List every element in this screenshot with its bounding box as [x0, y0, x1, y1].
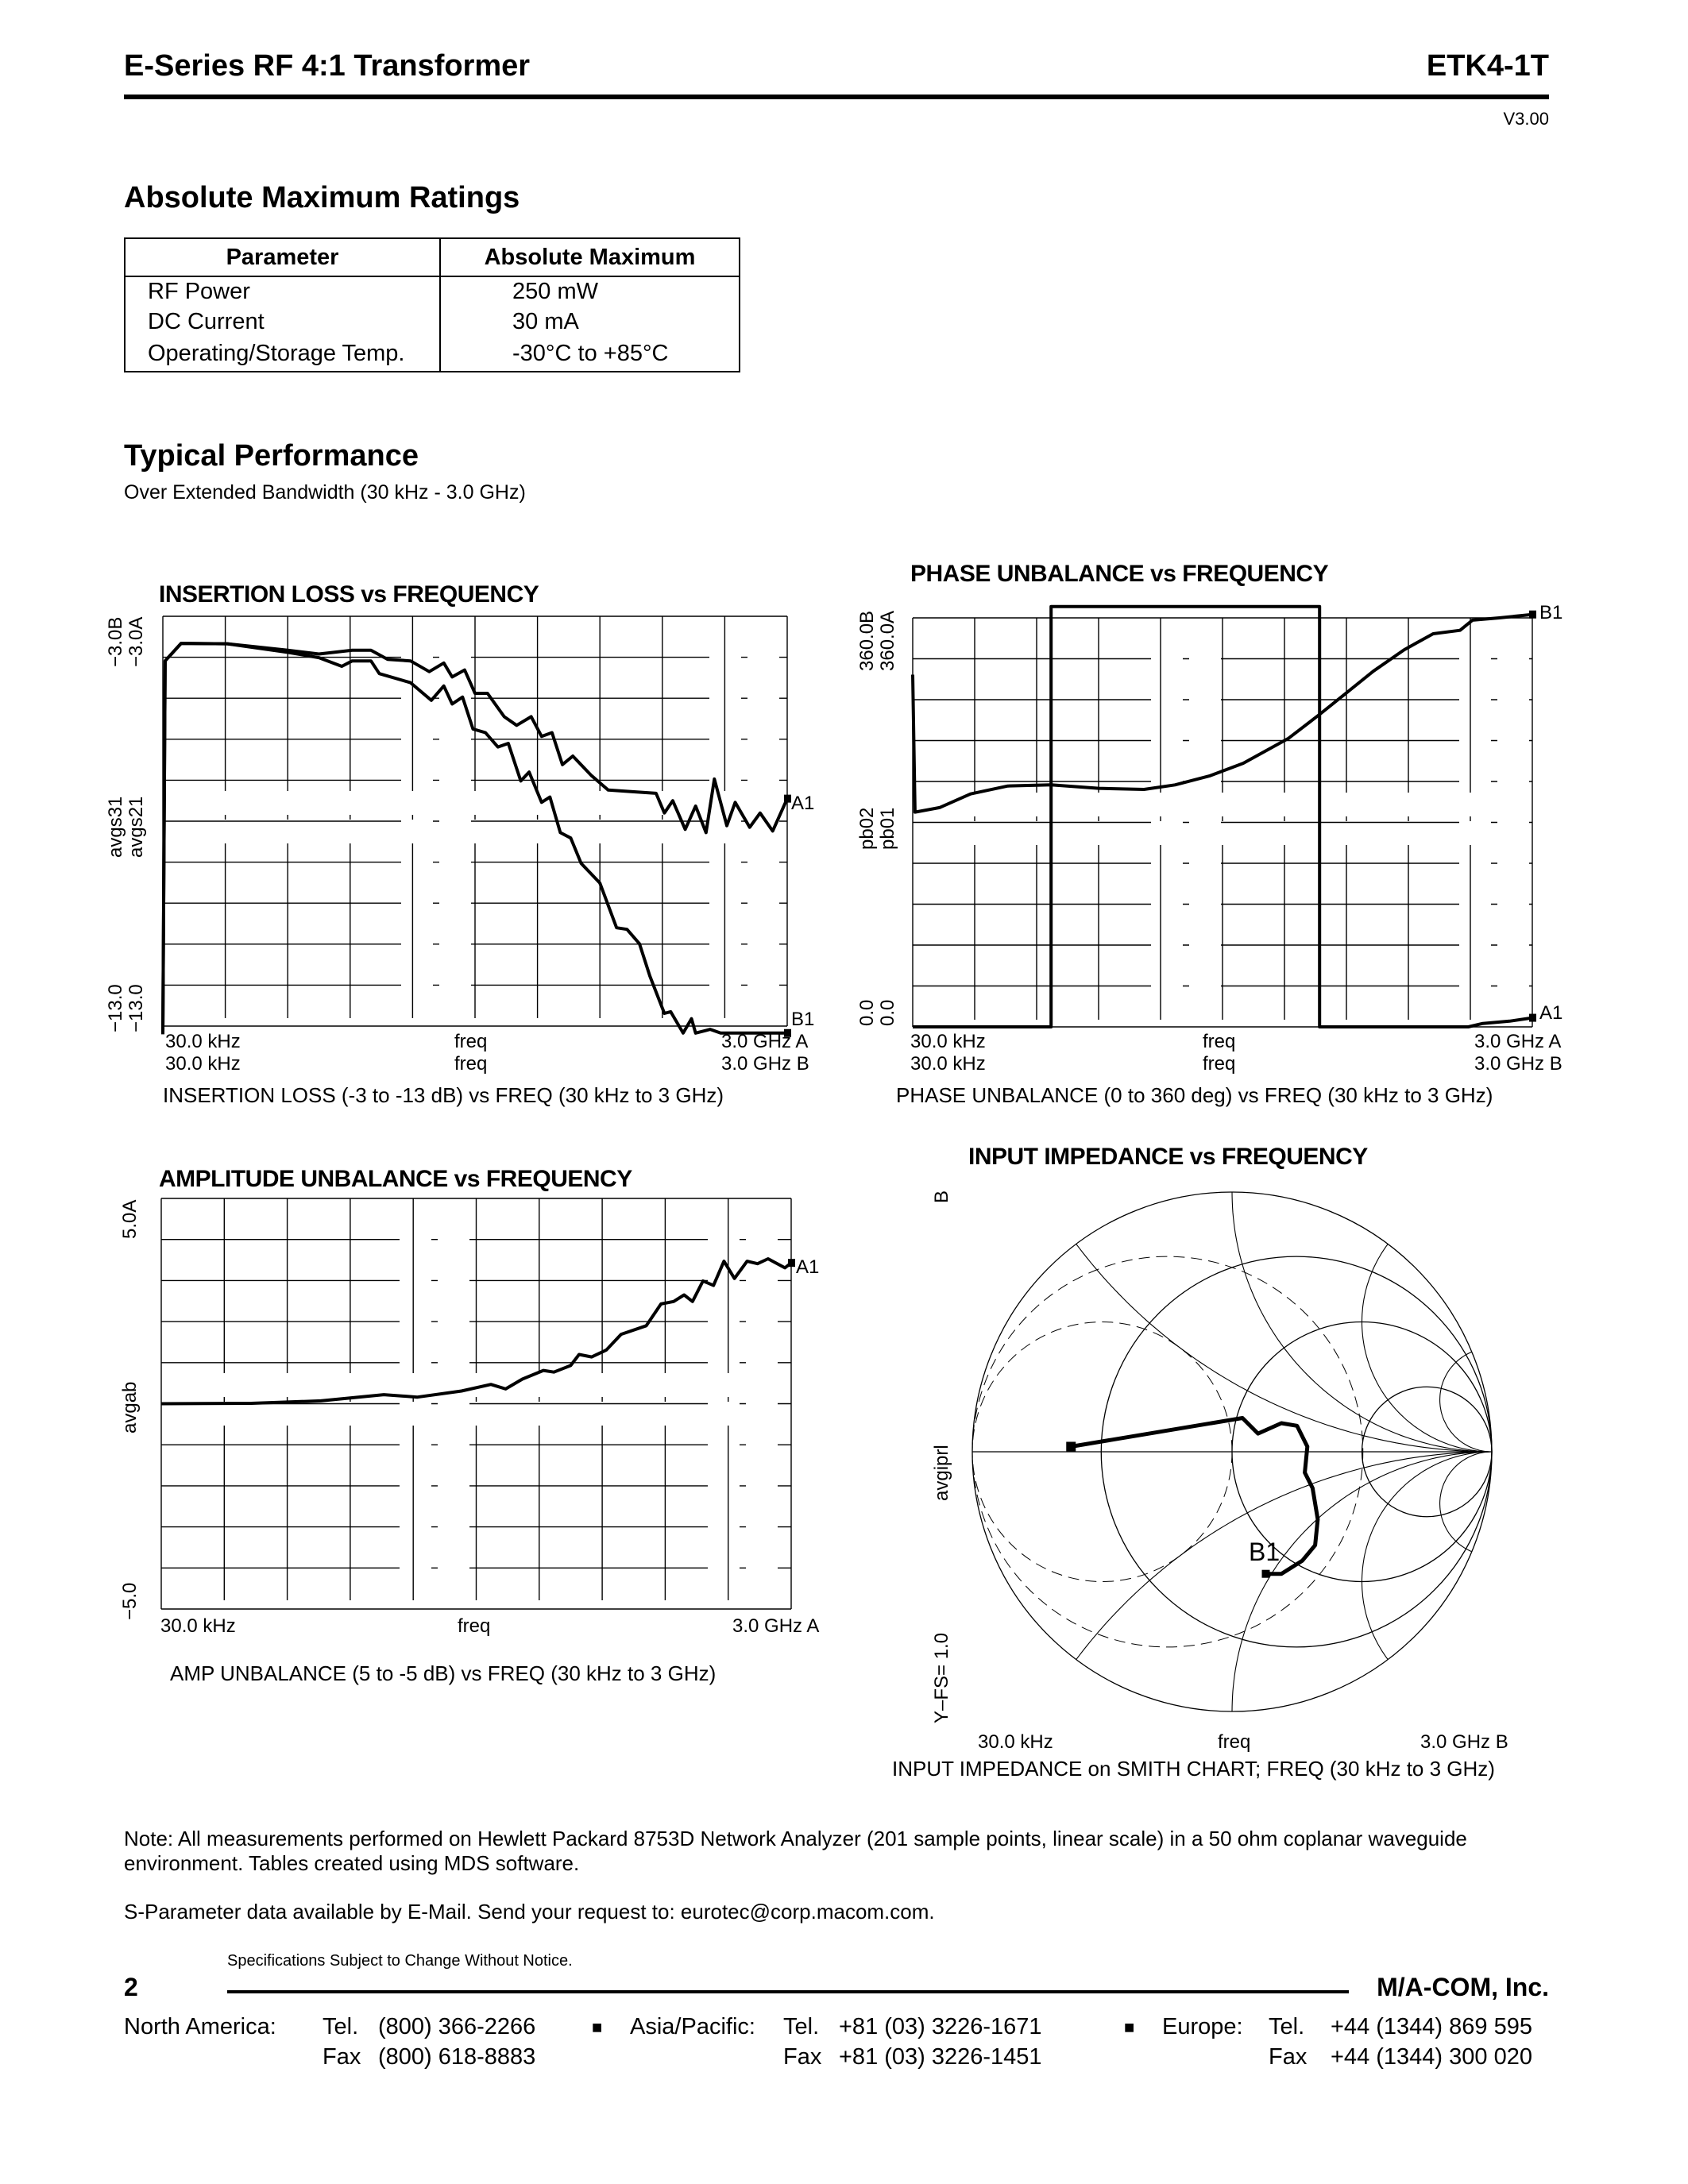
y-top-label: −3.0B	[105, 616, 126, 667]
version: V3.00	[1503, 109, 1549, 129]
parameter-cell: RF Power	[125, 276, 440, 307]
y-mid-label: pb02	[856, 807, 878, 850]
x-label-mid: freq	[454, 1031, 488, 1052]
performance-subtitle: Over Extended Bandwidth (30 kHz - 3.0 GHz)	[124, 481, 526, 504]
document-title: E-Series RF 4:1 Transformer	[124, 49, 531, 83]
x-label-start: 30.0 kHz	[165, 1031, 241, 1052]
note-line-2: environment. Tables created using MDS software.	[124, 1851, 580, 1875]
x-label-start: 30.0 kHz	[160, 1615, 236, 1637]
x-label-mid: freq	[1203, 1053, 1236, 1075]
bullet-icon: ■	[1124, 2017, 1135, 2037]
company-name: M/A-COM, Inc.	[1377, 1973, 1549, 2001]
chart-title: PHASE UNBALANCE vs FREQUENCY	[910, 561, 1329, 587]
footer-rule	[227, 1990, 1349, 1993]
y-bottom-label: −13.0	[105, 984, 126, 1032]
bullet-icon: ■	[592, 2017, 603, 2037]
chart-caption: PHASE UNBALANCE (0 to 360 deg) vs FREQ (30 kHz to 3 GHz)	[896, 1083, 1493, 1107]
fax-number: +44 (1344) 300 020	[1331, 2044, 1532, 2070]
y-mid-label: avgiprl	[931, 1445, 952, 1501]
value-cell: -30°C to +85°C	[440, 337, 740, 372]
x-label-start: 30.0 kHz	[978, 1731, 1053, 1753]
y-mid-label: avgs21	[126, 796, 147, 858]
marker-label: B1	[1539, 602, 1563, 623]
x-label-end: 3.0 GHz A	[721, 1031, 809, 1052]
value-cell: 250 mW	[440, 276, 740, 307]
marker-label: B1	[791, 1009, 815, 1030]
x-label-start: 30.0 kHz	[910, 1053, 986, 1075]
chart-caption: AMP UNBALANCE (5 to -5 dB) vs FREQ (30 kHz to 3 GHz)	[170, 1661, 717, 1685]
x-label-mid: freq	[1203, 1031, 1236, 1052]
y-bottom-label: Y–FS= 1.0	[931, 1632, 952, 1723]
y-mid-label: avgab	[119, 1381, 141, 1433]
parameter-cell: DC Current	[125, 307, 440, 337]
header-rule	[124, 95, 1549, 99]
y-top-label: 5.0A	[119, 1199, 141, 1239]
fax-label: Fax	[783, 2044, 822, 2070]
x-label-end: 3.0 GHz B	[1474, 1053, 1562, 1075]
y-bottom-label: 0.0	[877, 999, 898, 1026]
smith-chart	[972, 1192, 1492, 1711]
table-row	[125, 276, 740, 307]
chart-caption: INSERTION LOSS (-3 to -13 dB) vs FREQ (30 kHz to 3 GHz)	[163, 1083, 724, 1107]
region-name: North America:	[124, 2014, 276, 2039]
impedance-trace	[1071, 1418, 1318, 1574]
y-top-label: B	[931, 1190, 952, 1203]
amplitude-unbalance-plot	[161, 1198, 791, 1609]
chart-title: INPUT IMPEDANCE vs FREQUENCY	[968, 1144, 1368, 1170]
note-line-1: Note: All measurements performed on Hewlett Packard 8753D Network Analyzer (201 sample points, linear scale) in a 50 ohm coplanar waveguide	[124, 1827, 1467, 1850]
tel-number: +81 (03) 3226-1671	[839, 2014, 1042, 2039]
disclaimer: Specifications Subject to Change Without Notice.	[227, 1952, 573, 1970]
y-top-label: −3.0A	[126, 616, 147, 667]
marker-A1	[784, 795, 791, 803]
start-marker	[1066, 1441, 1076, 1451]
x-label-end: 3.0 GHz A	[732, 1615, 820, 1637]
x-label-start: 30.0 kHz	[910, 1031, 986, 1052]
y-bottom-label: −5.0	[119, 1582, 141, 1620]
x-label-end: 3.0 GHz B	[1420, 1731, 1508, 1753]
parameter-cell: Operating/Storage Temp.	[125, 337, 440, 372]
chart-caption: INPUT IMPEDANCE on SMITH CHART; FREQ (30 kHz to 3 GHz)	[892, 1757, 1495, 1781]
marker-label: A1	[791, 793, 815, 814]
chart-title: INSERTION LOSS vs FREQUENCY	[159, 581, 539, 608]
tel-label: Tel.	[783, 2014, 820, 2039]
tel-number: +44 (1344) 869 595	[1331, 2014, 1532, 2039]
tel-label: Tel.	[323, 2014, 359, 2039]
x-label-end: 3.0 GHz A	[1474, 1031, 1562, 1052]
marker-B1	[1262, 1570, 1270, 1578]
page-number: 2	[124, 1973, 138, 2001]
fax-label: Fax	[1269, 2044, 1308, 2070]
marker-B1	[1529, 611, 1536, 619]
ratings-heading: Absolute Maximum Ratings	[124, 181, 520, 214]
marker-A1	[1529, 1014, 1536, 1022]
x-label-mid: freq	[1218, 1731, 1251, 1753]
marker-A1	[788, 1259, 795, 1267]
y-bottom-label: 0.0	[856, 999, 878, 1026]
phase-unbalance-plot	[913, 618, 1532, 1027]
fax-label: Fax	[323, 2044, 361, 2070]
column-header: Absolute Maximum	[440, 238, 740, 276]
marker-label: A1	[1539, 1002, 1563, 1024]
y-bottom-label: −13.0	[126, 984, 147, 1032]
fax-number: (800) 618-8883	[378, 2044, 536, 2070]
region-name: Europe:	[1162, 2014, 1243, 2039]
tel-label: Tel.	[1269, 2014, 1305, 2039]
table-header-row	[125, 238, 740, 276]
table-row	[125, 307, 740, 337]
y-top-label: 360.0A	[877, 610, 898, 671]
sparameter-note: S-Parameter data available by E-Mail. Send your request to: eurotec@corp.macom.com.	[124, 1900, 935, 1924]
region-name: Asia/Pacific:	[630, 2014, 755, 2039]
x-label-mid: freq	[454, 1053, 488, 1075]
marker-label: B1	[1249, 1538, 1280, 1566]
column-header: Parameter	[125, 238, 440, 276]
tel-number: (800) 366-2266	[378, 2014, 536, 2039]
chart-title: AMPLITUDE UNBALANCE vs FREQUENCY	[159, 1166, 632, 1192]
part-number: ETK4-1T	[1426, 49, 1549, 83]
y-top-label: 360.0B	[856, 610, 878, 671]
marker-label: A1	[796, 1256, 820, 1278]
y-mid-label: avgs31	[105, 796, 126, 858]
reactance-arc	[1362, 1244, 1493, 1452]
performance-heading: Typical Performance	[124, 439, 419, 473]
reactance-arc	[1440, 1352, 1492, 1452]
x-label-start: 30.0 kHz	[165, 1053, 241, 1075]
x-label-mid: freq	[458, 1615, 491, 1637]
ratings-table	[124, 237, 740, 372]
fax-number: +81 (03) 3226-1451	[839, 2044, 1042, 2070]
reactance-arc	[1440, 1452, 1492, 1552]
y-mid-label: pb01	[877, 807, 898, 850]
insertion-loss-plot	[163, 616, 787, 1026]
value-cell: 30 mA	[440, 307, 740, 337]
reactance-arc	[1362, 1452, 1493, 1660]
x-label-end: 3.0 GHz B	[721, 1053, 809, 1075]
table-row	[125, 337, 740, 372]
